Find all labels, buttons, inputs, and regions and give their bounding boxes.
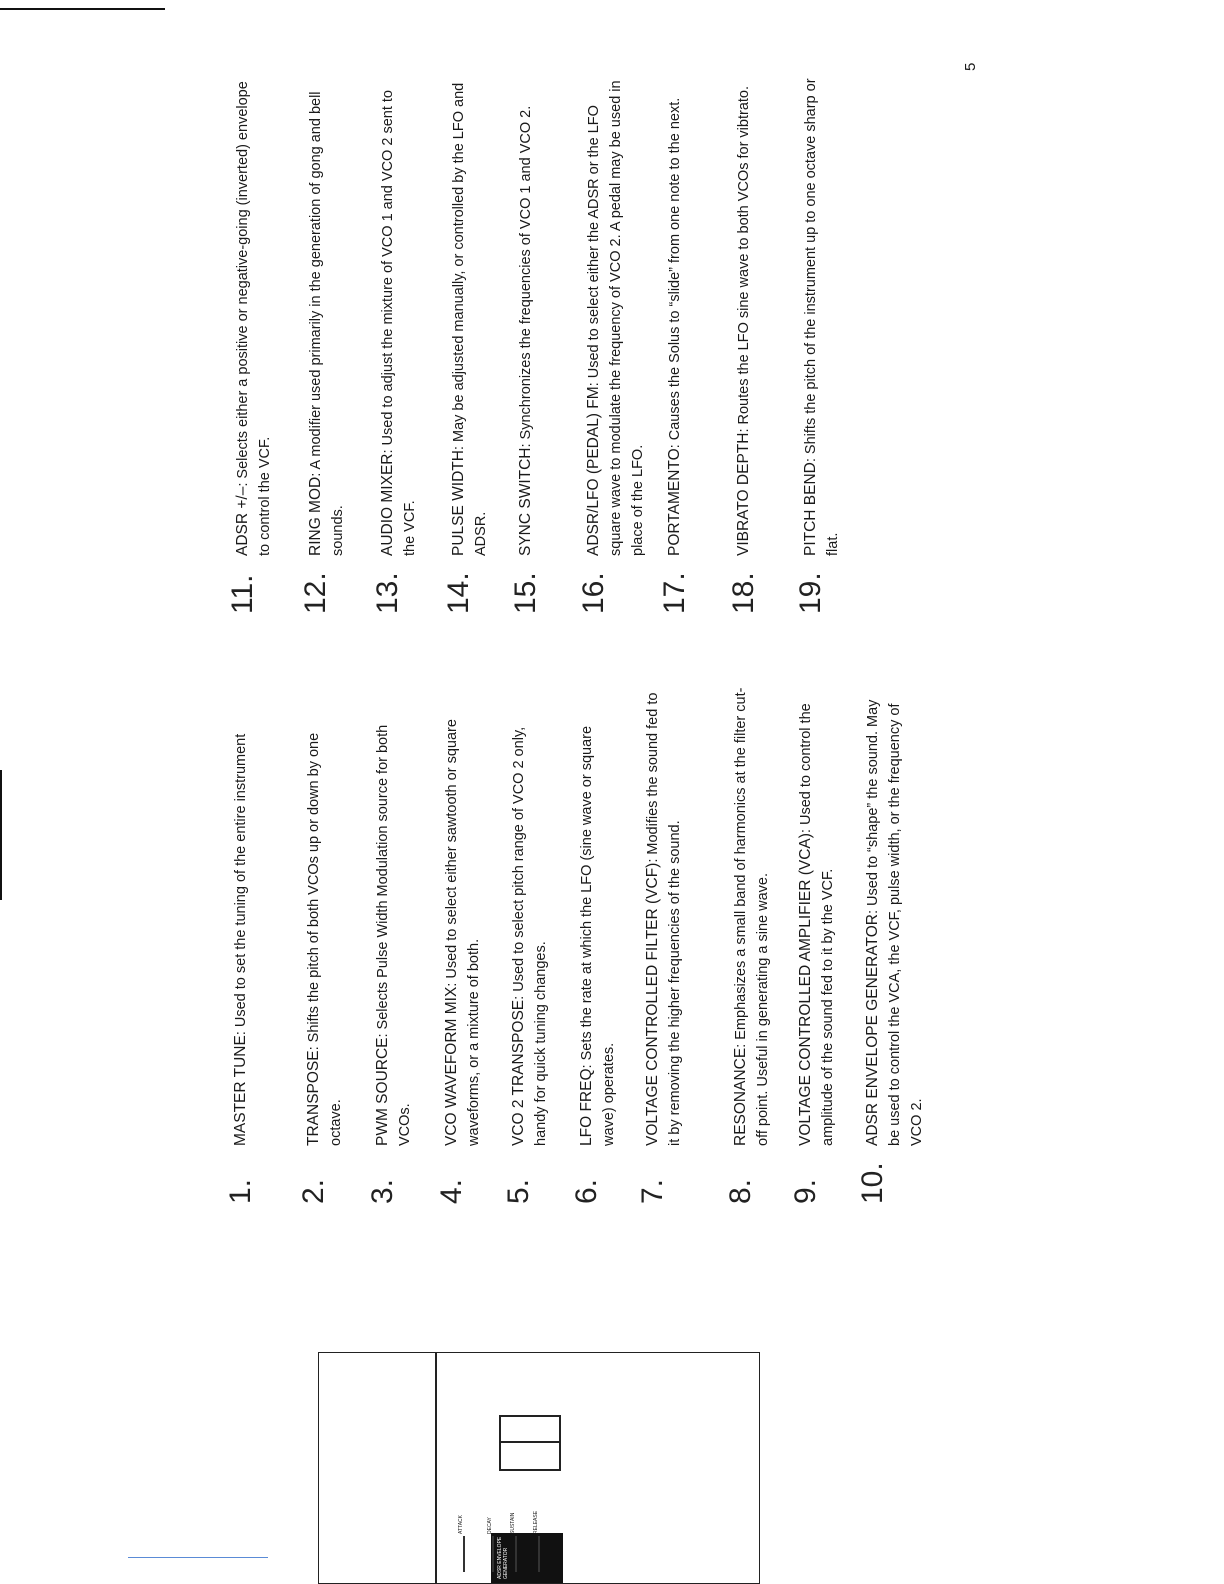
item-description: Shifts the pitch of the instrument up to one octave sharp or flat. [803,78,841,556]
item-title: ADSR ENVELOPE GENERATOR [864,914,881,1146]
item-title: RESONANCE [732,1047,749,1146]
item-title: ADSR/LFO (PEDAL) FM [585,386,602,556]
item-description: Selects either a positive or negative-going (inverted) envelope to control the VCF. [235,81,273,556]
item-title: PWM SOURCE [374,1037,391,1146]
item-title: PORTAMENTO [666,448,683,556]
item-title: AUDIO MIXER [379,453,396,556]
item-description: May be adjusted manually, or controlled by the LFO and ADSR. [451,82,489,556]
item-number: 1. [224,1178,257,1204]
slider-sustain [515,1536,517,1572]
item-title: LFO FREQ [578,1068,595,1146]
slider-attack [463,1536,465,1572]
item-title: ADSR +/– [234,486,251,556]
adsr-label-block [491,1533,563,1583]
item-number: 2. [297,1178,330,1204]
item-description: Used to select either sawtooth or square waveforms, or a mixture of both. [444,719,482,1146]
item-description: Causes the Solus to “slide” from one note to the next. [667,97,683,441]
item-number: 8. [724,1178,757,1204]
item-description: Sets the rate at which the LFO (sine wave or square wave) operates. [579,725,617,1146]
item-title: TRANSPOSE [305,1050,322,1146]
item-number: 13. [371,572,404,614]
item-description: A modifier used primarily in the generation of gong and bell sounds. [308,91,346,556]
item-description: Used to select pitch range of VCO 2 only, handy for quick tuning changes. [511,726,549,1146]
item-description: Modifies the sound fed to it by removing the higher frequencies of the sound. [645,692,683,1146]
item-number: 10. [856,1162,889,1204]
item-number: 19. [794,572,827,614]
slider-decay [492,1536,494,1572]
item-title: PITCH BEND [802,462,819,556]
item-description: Used to “shape” the sound. May be used to control the VCA, the VCF, pulse width, or the frequency of VCO 2. [865,699,925,1146]
item-title: RING MOD [307,476,324,556]
item-description: Used to adjust the mixture of VCO 1 and VCO 2 sent to the VCF. [380,90,418,556]
item-number: 5. [502,1178,535,1204]
slider-label-sustain: SUSTAIN [510,1512,516,1534]
item-title: VOLTAGE CONTROLLED FILTER (VCF) [644,862,661,1146]
item-number: 16. [577,572,610,614]
item-description: Selects Pulse Width Modulation source for both VCOs. [375,724,413,1146]
slider-label-release: RELEASE [533,1510,539,1534]
item-number: 3. [366,1178,399,1204]
item-number: 6. [570,1178,603,1204]
item-title: PULSE WIDTH [450,450,467,556]
item-title: VCO WAVEFORM MIX [443,986,460,1146]
item-number: 4. [435,1178,468,1204]
slider-release [538,1536,540,1572]
item-number: 12. [299,572,332,614]
item-description: Shifts the pitch of both VCOs up or down by one octave. [306,732,344,1146]
slider-label-attack: ATTACK [458,1515,464,1534]
item-number: 7. [636,1178,669,1204]
item-title: VOLTAGE CONTROLLED AMPLIFIER (VCA) [797,833,814,1146]
item-title: SYNC SWITCH [517,447,534,556]
item-number: 17. [658,572,691,614]
item-title: VIBRATO DEPTH [735,432,752,556]
item-description: Synchronizes the frequencies of VCO 1 and VCO 2. [518,105,534,440]
left-column: 1. MASTER TUNE: Used to set the tuning of the entire instrument 2. TRANSPOSE: Shifts the pitch of both VCOs up or down by one octave. 3. PWM SOURCE: Selects Pulse Width Modulation source for both VCOs. 4. VCO WAVEFORM MIX: Used to select either sawtooth or square waveforms, or a mixture of both. 5. VCO 2 TRANSPOSE: Used to select pitch range of VCO 2 only, handy for quick tuning changes. 6. LFO FREQ: Sets the rate at which the LFO (sine wave or square wave) operates. 7. VOLTAGE CONTROLLED FILTER (VCF): Modifies the sound fed to it by removing the higher frequencies of the sound. 8. RESONANCE: Emphasizes a small band of harmonics at the filter cut-off point. Useful in generating a sine wave. 9. VOLTAGE CONTROLLED AMPLIFIER (VCA): Used to control the amplitude of the sound fed to it by the VCF. 10. ADSR ENVELOPE GENERATOR: Used to “shape” the sound. May be used to control the VCA, the VCF, pulse width, or the frequency of VCO 2. [224,687,925,1204]
item-title: MASTER TUNE [232,1035,249,1146]
item-description: Used to control the amplitude of the sound fed to it by the VCF. [798,703,836,1146]
switch-box [499,1415,561,1471]
item-number: 11. [226,574,259,614]
item-description: Emphasizes a small band of harmonics at the filter cut-off point. Useful in generating a sine wave. [733,687,771,1146]
item-description: Used to select either the ADSR or the LFO square wave to modulate the frequency of VCO 2. A pedal may be used in place of the LFO. [586,80,646,556]
item-title: VCO 2 TRANSPOSE [510,999,527,1146]
item-number: 18. [727,572,760,614]
panel-divider [435,1353,437,1583]
right-column: 11. ADSR +/–: Selects either a positive or negative-going (inverted) envelope to control the VCF. 12. RING MOD: A modifier used primarily in the generation of gong and bell sounds. 13. AUDIO MIXER: Used to adjust the mixture of VCO 1 and VCO 2 sent to the VCF. 14. PULSE WIDTH: May be adjusted manually, or controlled by the LFO and ADSR. 15. SYNC SWITCH: Synchronizes the frequencies of VCO 1 and VCO 2. 16. ADSR/LFO (PEDAL) FM: Used to select either the ADSR or the LFO square wave to modulate the frequency of VCO 2. A pedal may be used in place of the LFO. 17. PORTAMENTO: Causes the Solus to “slide” from one note to the next. 18. VIBRATO DEPTH: Routes the LFO sine wave to both VCOs for vibtrato. 19. PITCH BEND: Shifts the pitch of the instrument up to one octave sharp or flat. [226,78,841,614]
page-number: 5 [962,62,979,71]
item-description: Used to set the tuning of the entire instrument [233,733,249,1028]
item-number: 9. [789,1178,822,1204]
slider-label-decay: DECAY [487,1517,493,1534]
item-number: 15. [509,572,542,614]
item-description: Routes the LFO sine wave to both VCOs for vibtrato. [736,85,752,425]
adsr-panel-label: ADSR ENVELOPE GENERATOR [497,1536,509,1579]
item-number: 14. [442,572,475,614]
